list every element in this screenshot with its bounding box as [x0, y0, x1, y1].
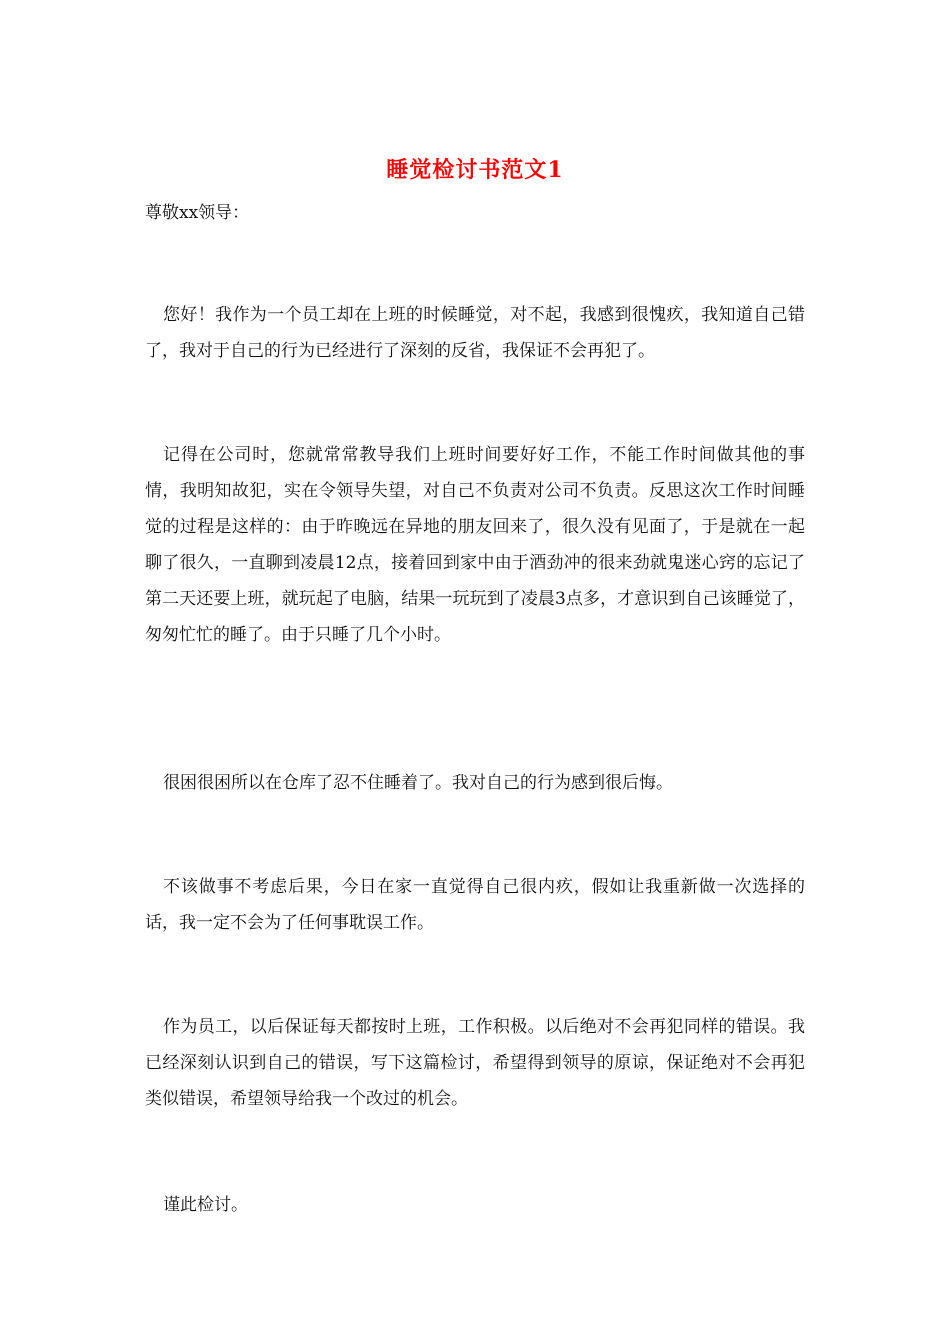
paragraph-consequences: 不该做事不考虑后果，今日在家一直觉得自己很内疚，假如让我重新做一次选择的话，我一定不会为了任何事耽误工作。 — [145, 877, 805, 933]
document-title: 睡觉检讨书范文1 — [386, 157, 564, 183]
salutation: 尊敬xx领导： — [145, 203, 250, 223]
paragraph-regret: 很困很困所以在仓库了忍不住睡着了。我对自己的行为感到很后悔。 — [163, 773, 673, 793]
paragraph-closing: 谨此检讨。 — [163, 1195, 248, 1215]
paragraph-reflection: 记得在公司时，您就常常教导我们上班时间要好好工作，不能工作时间做其他的事情，我明知故犯，实在令领导失望，对自己不负责对公司不负责。反思这次工作时间睡觉的过程是这样的：由于昨晚远在异地的朋友回来了，很久没有见面了，于是就在一起聊了很久，一直聊到凌晨12点，接着回到家中由于酒劲冲的很来劲就鬼迷心窍的忘记了第二天还要上班，就玩起了电脑，结果一玩玩到了凌晨3点多，才意识到自己该睡觉了，匆匆忙忙的睡了。由于只睡了几个小时。 — [145, 445, 805, 645]
paragraph-apology: 您好！我作为一个员工却在上班的时候睡觉，对不起，我感到很愧疚，我知道自己错了，我对于自己的行为已经进行了深刻的反省，我保证不会再犯了。 — [145, 305, 805, 361]
paragraph-promise: 作为员工，以后保证每天都按时上班，工作积极。以后绝对不会再犯同样的错误。我已经深刻认识到自己的错误，写下这篇检讨，希望得到领导的原谅，保证绝对不会再犯类似错误，希望领导给我一个改过的机会。 — [145, 1017, 805, 1109]
